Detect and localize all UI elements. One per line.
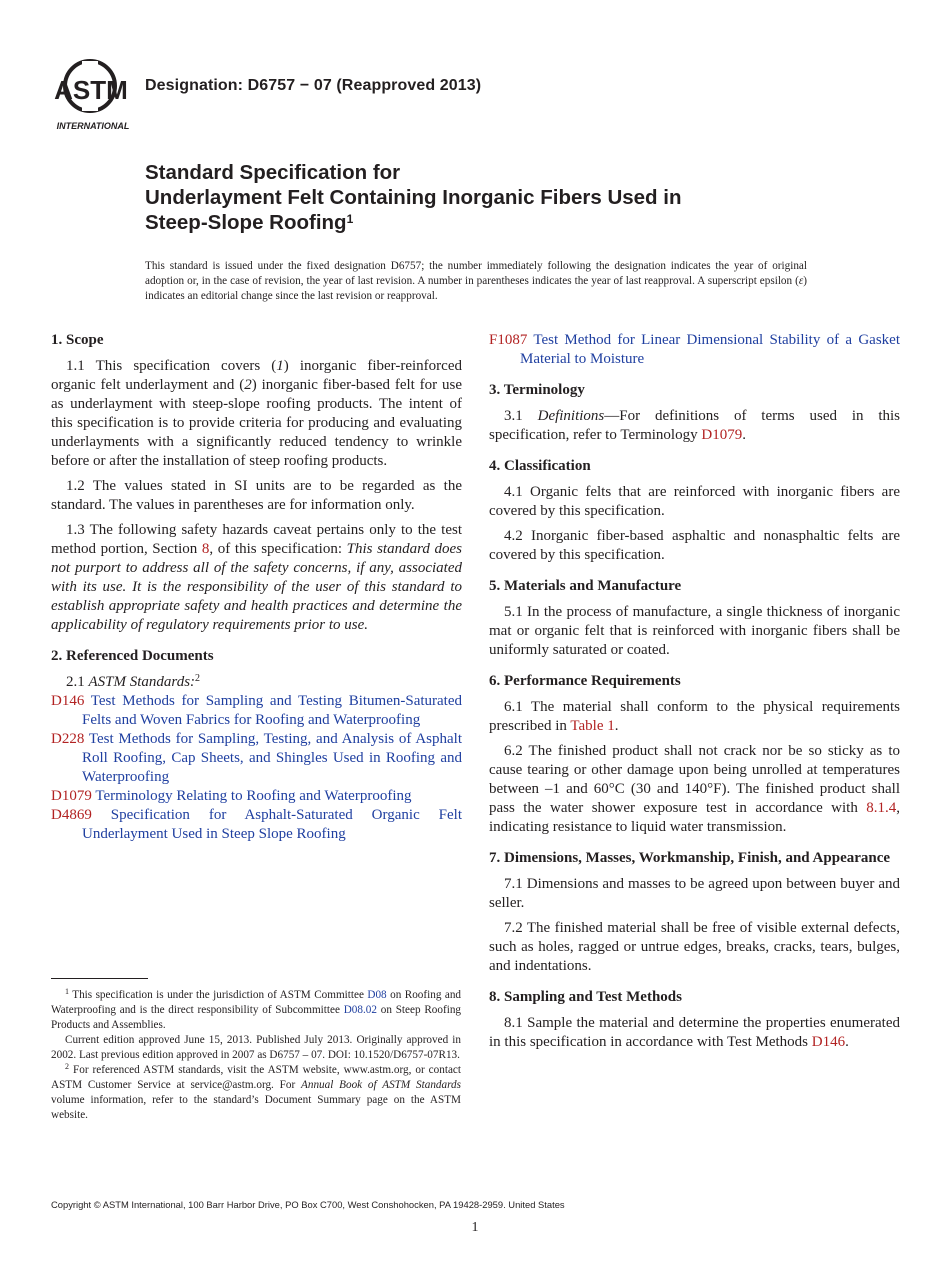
para-8-1-end: . — [845, 1034, 849, 1050]
astm-standards-label: ASTM Standards: — [88, 674, 196, 690]
intro-text-2: ) indicates an editorial change since the last revision or reapproval. — [145, 275, 807, 302]
para-3-1-text: —For definitions of terms used in this specification, refer to Terminology — [489, 408, 901, 443]
astm-logo — [52, 57, 134, 132]
logo-caption: INTERNATIONAL — [56, 121, 130, 131]
para-2-1 — [51, 673, 462, 692]
safety-caveat: This standard does not purport to address all of the safety concerns, if any, associated with its use. It is the responsibility of the user of this standard to establish appropriate safety and health practices and determine the applicability of regulatory requirements prior to use. — [51, 541, 462, 633]
d146-link[interactable]: D146 — [811, 1034, 846, 1050]
intro-epsilon: ε — [798, 275, 804, 287]
ref-title-link[interactable]: Test Methods for Sampling, Testing, and Analysis of Asphalt Roll Roofing, Cap Sheets, and Shingles Used in Roofing and Waterproofing — [82, 731, 462, 785]
title-line-1: Standard Specification for — [145, 161, 401, 184]
para-1-1-text-b: ) inorganic fiber-reinforced organic felt underlayment and ( — [51, 358, 462, 393]
para-1-2: 1.2 The values stated in SI units are to be regarded as the standard. The values in parentheses are for information only. — [51, 478, 462, 513]
footnote-2 — [51, 1063, 461, 1123]
para-6-2-end: , indicating resistance to liquid water transmission. — [489, 800, 900, 835]
para-5-1: 5.1 In the process of manufacture, a single thickness of inorganic mat or organic felt that is reinforced with inorganic fibers shall be uniformly saturated or coated. — [489, 604, 900, 658]
section-8-link[interactable]: 8 — [201, 541, 210, 557]
ref-item-d146 — [51, 692, 462, 730]
footnote-1-mark: 1 — [65, 987, 69, 996]
ref-code-link[interactable]: D146 — [51, 693, 85, 709]
para-6-1-text: 6.1 The material shall conform to the physical requirements prescribed in — [489, 699, 900, 734]
para-1-3 — [51, 521, 462, 635]
document-title — [145, 160, 845, 235]
para-8-1-text: 8.1 Sample the material and determine the properties enumerated in this specification in accordance with Test Methods — [489, 1015, 900, 1050]
para-2-1-number: 2.1 — [66, 674, 89, 690]
title-footnote-mark: 1 — [346, 212, 354, 226]
section-1-heading: 1. Scope — [51, 332, 104, 348]
footnote-2-text-a: For referenced ASTM standards, visit the ASTM website, www.astm.org, or contact ASTM Customer Service at service@astm.org. For — [51, 1064, 461, 1091]
para-7-2: 7.2 The finished material shall be free of visible external defects, such as holes, ragged or untrue edges, breaks, cracks, tears, bulges, and indentations. — [489, 920, 900, 974]
para-1-1-text-c: ) inorganic fiber-based felt for use as underlayment with steep-slope roofing products. The intent of this specification is to provide criteria for producing and evaluating underlayments with a significantly reduced tendency to wrinkle before or after the installation of steep roofing products. — [51, 377, 462, 469]
para-8-1 — [489, 1014, 900, 1052]
footnote-1-text-b: on Roofing and Waterproofing and is the direct responsibility of Subcommittee — [51, 989, 462, 1016]
footnote-divider — [51, 978, 148, 979]
right-column — [489, 331, 900, 1058]
section-8-heading: 8. Sampling and Test Methods — [489, 989, 682, 1005]
title-line-3-text: Steep-Slope Roofing — [145, 211, 347, 234]
footnote-2-text-b: volume information, refer to the standard’s Document Summary page on the ASTM website. — [51, 1094, 461, 1121]
para-1-3-text-b: , of this specification: — [209, 541, 347, 557]
para-6-1 — [489, 698, 900, 736]
left-column — [51, 331, 462, 844]
para-6-2-text: 6.2 The finished product shall not crack nor be so sticky as to cause tearing or other damage upon being unrolled at temperatures between –1 and 60°C (30 and 140°F). The finished product shall pass the water shower exposure test in accordance with — [489, 743, 900, 816]
section-3-heading: 3. Terminology — [489, 382, 585, 398]
ref-title-link[interactable]: Test Method for Linear Dimensional Stability of a Gasket Material to Moisture — [520, 332, 900, 367]
page-number: 1 — [471, 1220, 479, 1235]
logo-wordmark: ASTM — [54, 75, 128, 105]
ref-item-d4869 — [51, 806, 462, 844]
ref-item-d228 — [51, 730, 462, 787]
para-4-2: 4.2 Inorganic fiber-based asphaltic and nonasphaltic felts are covered by this specification. — [489, 528, 900, 563]
ref-title-link[interactable]: Specification for Asphalt-Saturated Organic Felt Underlayment Used in Steep Slope Roofing — [82, 807, 462, 842]
title-line-2: Underlayment Felt Containing Inorganic Fibers Used in — [145, 186, 682, 209]
para-1-1 — [51, 357, 462, 471]
section-5-heading: 5. Materials and Manufacture — [489, 578, 682, 594]
para-4-1: 4.1 Organic felts that are reinforced with inorganic fibers are covered by this specification. — [489, 484, 900, 519]
ref-item-f1087 — [489, 331, 900, 369]
intro-text-1: This standard is issued under the fixed designation D6757; the number immediately following the designation indicates the year of original adoption or, in the case of revision, the year of last revision. A number in parentheses indicates the year of last reapproval. A superscript epsilon ( — [145, 260, 807, 287]
astm-seal-icon — [52, 57, 134, 132]
ref-title-link[interactable]: Test Methods for Sampling and Testing Bitumen-Saturated Felts and Woven Fabrics for Roofing and Waterproofing — [82, 693, 462, 728]
section-7-heading: 7. Dimensions, Masses, Workmanship, Finish, and Appearance — [489, 850, 891, 866]
footnote-1-text-c: on Steep Roofing Products and Assemblies. — [51, 1004, 462, 1031]
ref-title-link[interactable]: Terminology Relating to Roofing and Waterproofing — [91, 788, 412, 804]
d1079-link[interactable]: D1079 — [701, 427, 743, 443]
ref-item-d1079 — [51, 787, 462, 806]
ref-code-link[interactable]: D1079 — [51, 788, 92, 804]
intro-note — [145, 259, 807, 304]
footnote-1-edition: Current edition approved June 15, 2013. Published July 2013. Originally approved in 2002. Last previous edition approved in 2007 as D6757 – 07. DOI: 10.1520/D6757-07R13. — [51, 1034, 461, 1061]
para-1-1-text-a: 1.1 This specification covers ( — [66, 358, 277, 374]
para-1-3-text-a: 1.3 The following safety hazards caveat pertains only to the test method portion, Section — [51, 522, 462, 557]
title-line-3 — [145, 210, 845, 235]
para-3-1-end: . — [742, 427, 746, 443]
table-1-link[interactable]: Table 1 — [570, 718, 615, 734]
para-6-2 — [489, 742, 900, 837]
ref-code-link[interactable]: D228 — [51, 731, 85, 747]
para-1-1-item-2: 2 — [244, 377, 252, 393]
footnotes — [51, 988, 461, 1123]
ref-code-link[interactable]: D4869 — [51, 807, 92, 823]
section-6-heading: 6. Performance Requirements — [489, 673, 681, 689]
designation: Designation: D6757 − 07 (Reapproved 2013) — [145, 77, 482, 94]
footnote-2-mark: 2 — [65, 1062, 69, 1071]
annual-book-title: Annual Book of ASTM Standards — [301, 1079, 461, 1091]
para-3-1 — [489, 407, 900, 445]
definitions-label: Definitions — [537, 408, 605, 424]
footnote-2-mark: 2 — [195, 673, 201, 684]
subcommittee-d08-02-link[interactable]: D08.02 — [343, 1004, 377, 1016]
ref-code-link[interactable]: F1087 — [489, 332, 528, 348]
section-2-heading: 2. Referenced Documents — [51, 648, 214, 664]
para-3-1-number: 3.1 — [504, 408, 538, 424]
committee-d08-link[interactable]: D08 — [367, 989, 387, 1001]
section-4-heading: 4. Classification — [489, 458, 591, 474]
para-7-1: 7.1 Dimensions and masses to be agreed upon between buyer and seller. — [489, 876, 900, 911]
copyright-notice: Copyright © ASTM International, 100 Barr Harbor Drive, PO Box C700, West Conshohocken, PA 19428-2959. United States — [51, 1199, 565, 1210]
section-8-1-4-link[interactable]: 8.1.4 — [866, 800, 897, 816]
para-6-1-end: . — [614, 718, 619, 734]
footnote-1-text-a: This specification is under the jurisdiction of ASTM Committee — [69, 989, 368, 1001]
footnote-1 — [51, 988, 461, 1033]
para-1-1-item-1: 1 — [276, 358, 284, 374]
